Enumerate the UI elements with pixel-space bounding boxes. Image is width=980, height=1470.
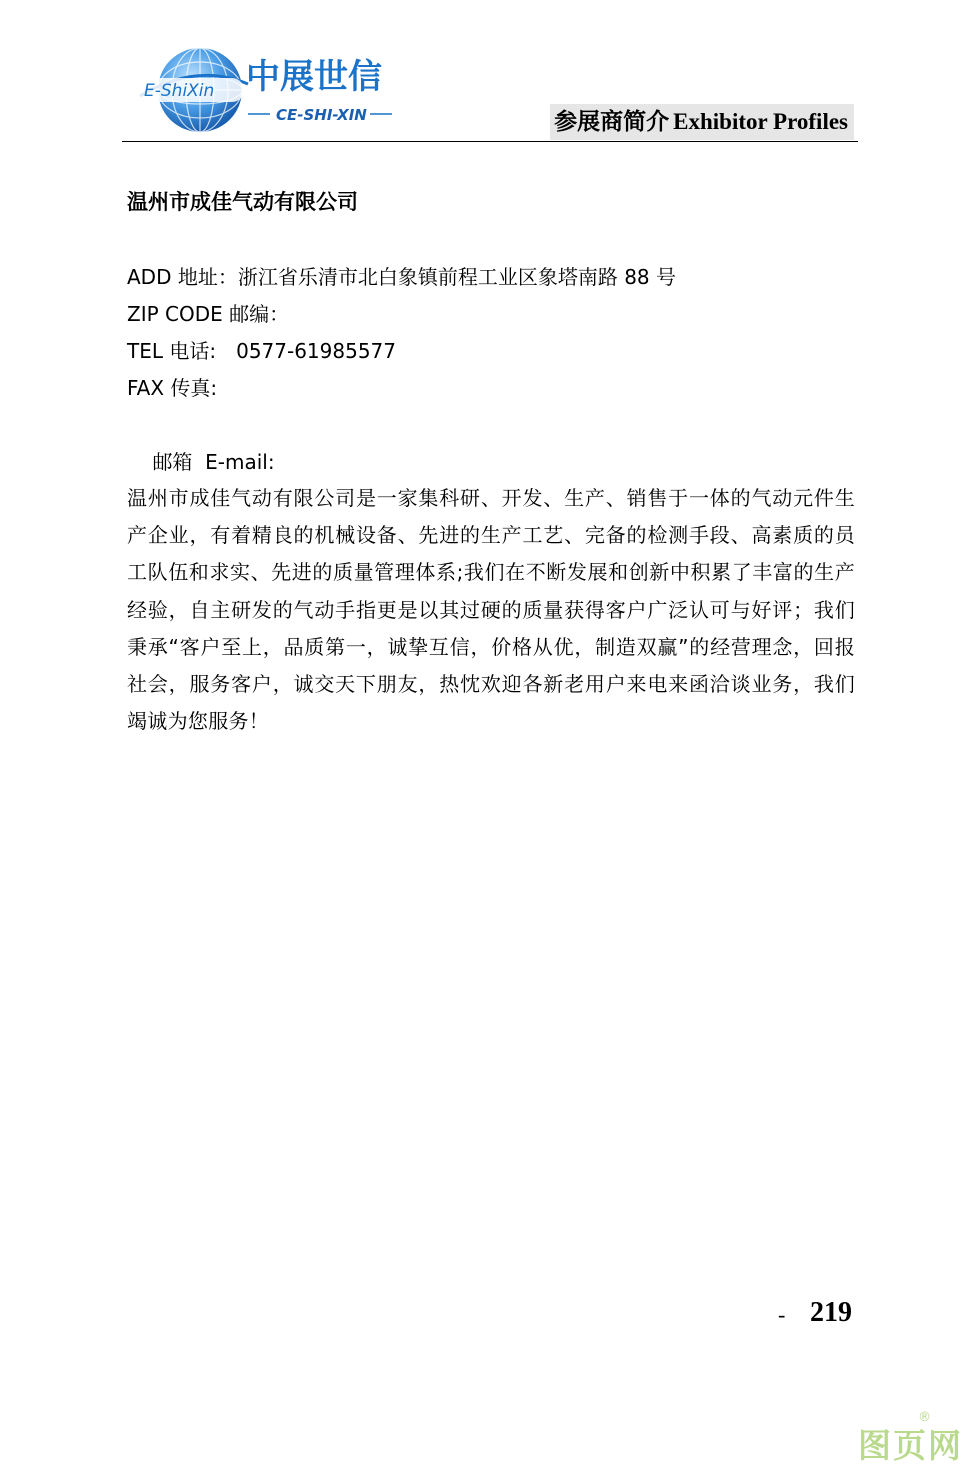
section-title-cn: 参展商简介 [554,108,670,135]
contact-value: 0577-61985577 [236,339,397,363]
contact-label: ADD 地址： [127,265,238,289]
company-name: 温州市成佳气动有限公司 [127,190,358,214]
contact-value: 浙江省乐清市北白象镇前程工业区象塔南路 88 号 [237,265,677,289]
contact-fax [127,370,676,407]
contact-tel [127,333,676,370]
page-number-dash: - [778,1302,786,1327]
page-number: 219 [810,1297,852,1328]
contact-zip [127,296,676,333]
contact-label: TEL 电话: [127,339,217,363]
logo-badge-text: E-ShiXin [144,81,215,101]
contact-label: 邮箱 E-mail: [152,450,275,474]
logo-brand-en: CE-SHI-XIN [276,106,367,124]
section-title [550,104,854,140]
header-divider [122,141,858,142]
logo-brand-cn: 中展世信 [246,57,382,97]
section-title-en: Exhibitor Profiles [673,109,848,134]
contact-address [127,259,676,296]
contact-label: ZIP CODE 邮编： [127,302,290,326]
globe-logo-icon [136,44,398,136]
watermark: 图页网 [858,1426,963,1465]
company-description: 温州市成佳气动有限公司是一家集科研、开发、生产、销售于一体的气动元件生产企业，有着精良的机械设备、先进的生产工艺、完备的检测手段、高素质的员工队伍和求实、先进的质量管理体系;我们在不断发展和创新中积累了丰富的生产经验，自主研发的气动手指更是以其过硬的质量获得客户广泛认可与好评；我们秉承“客户至上，品质第一，诚挚互信，价格从优，制造双赢”的经营理念，回报社会，服务客户，诚交天下朋友，热忱欢迎各新老用户来电来函洽谈业务，我们竭诚为您服务！ [127,486,855,734]
contact-label: FAX 传真: [127,376,218,400]
registered-mark-icon: ® [918,1410,931,1425]
logo [136,44,398,136]
